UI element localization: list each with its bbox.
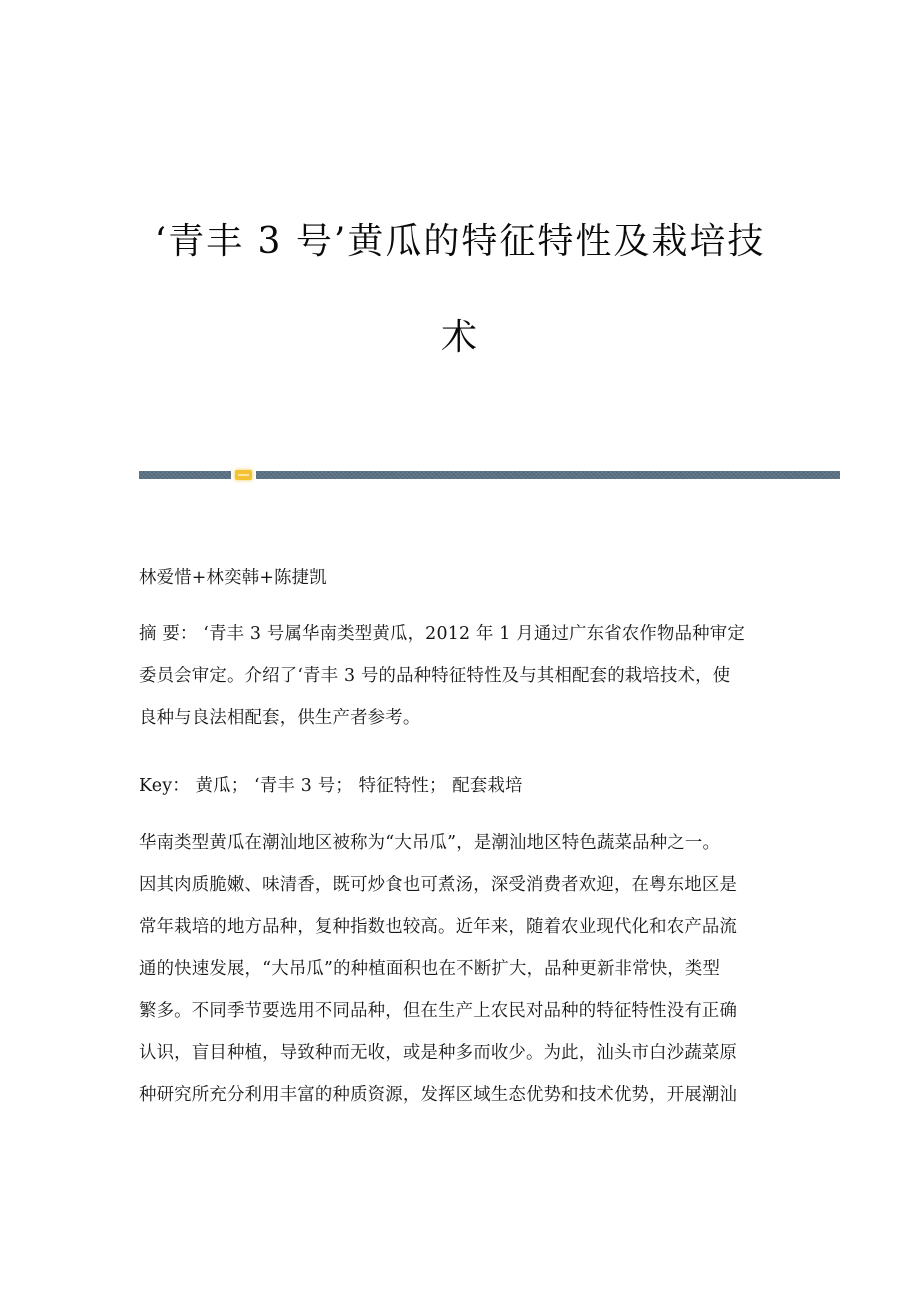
body-line-5: 繁多。不同季节要选用不同品种，但在生产上农民对品种的特征特性没有正确: [139, 1001, 738, 1021]
abstract-line-1: 摘 要： ‘青丰 3 号属华南类型黄瓜，2012 年 1 月通过广东省农作物品种审定: [139, 624, 745, 644]
divider-bar-right: [256, 471, 840, 479]
body-line-7: 种研究所充分利用丰富的种质资源，发挥区域生态优势和技术优势，开展潮汕: [139, 1085, 738, 1105]
body-line-1: 华南类型黄瓜在潮汕地区被称为“大吊瓜”，是潮汕地区特色蔬菜品种之一。: [139, 833, 721, 853]
body-line-2: 因其肉质脆嫩、味清香，既可炒食也可煮汤，深受消费者欢迎，在粤东地区是: [139, 875, 738, 895]
authors: 林爱惜+林奕韩+陈捷凯: [139, 568, 327, 588]
abstract-line-3: 良种与良法相配套，供生产者参考。: [139, 708, 421, 728]
keywords: Key： 黄瓜； ‘青丰 3 号； 特征特性； 配套栽培: [139, 776, 523, 796]
body-line-4: 通的快速发展，“大吊瓜”的种植面积也在不断扩大，品种更新非常快，类型: [139, 959, 721, 979]
decorative-divider: [139, 471, 840, 480]
divider-bar-left: [139, 471, 231, 479]
title-line-1: ‘青丰 3 号’黄瓜的特征特性及栽培技: [154, 221, 766, 262]
title-line-2: 术: [440, 317, 479, 358]
body-line-3: 常年栽培的地方品种，复种指数也较高。近年来，随着农业现代化和农产品流: [139, 917, 738, 937]
abstract-line-2: 委员会审定。介绍了‘青丰 3 号的品种特征特性及与其相配套的栽培技术，使: [139, 666, 731, 686]
divider-ornament-icon: [235, 470, 252, 480]
body-line-6: 认识，盲目种植，导致种而无收，或是种多而收少。为此，汕头市白沙蔬菜原: [139, 1043, 738, 1063]
